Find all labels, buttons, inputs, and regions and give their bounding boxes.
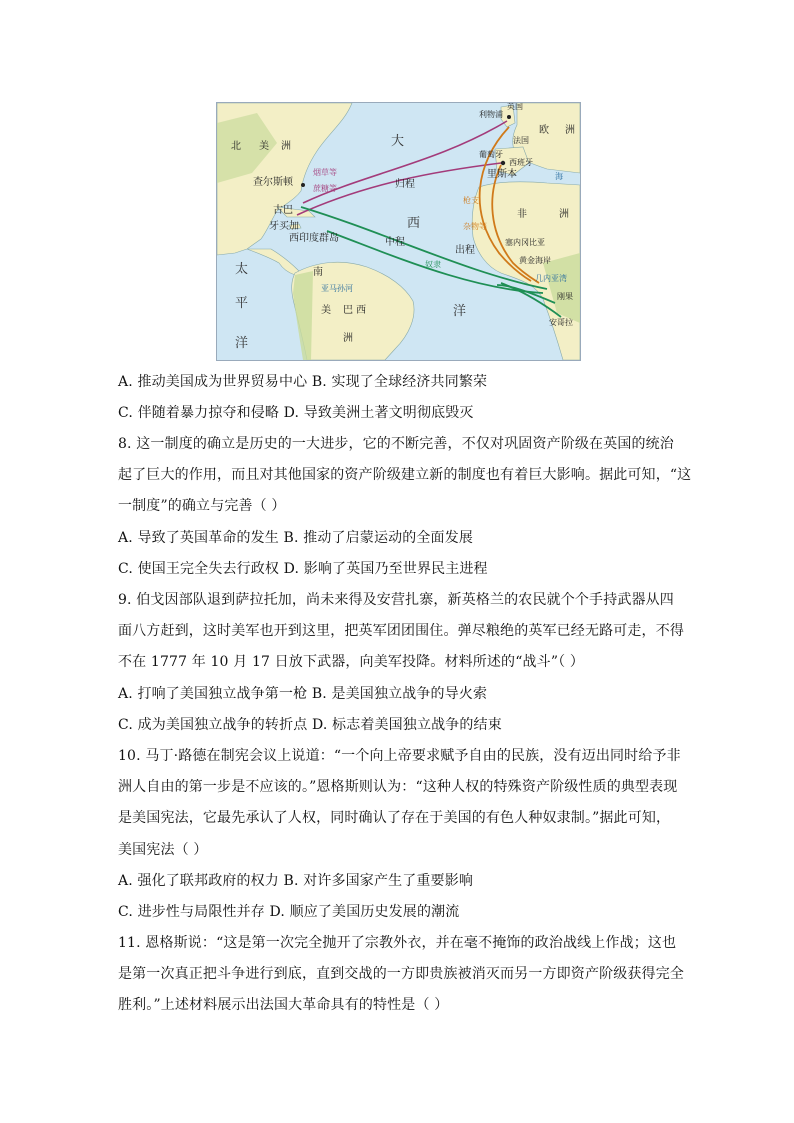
label-congo: 刚果 <box>557 292 573 301</box>
label-mei: 美 <box>321 305 331 316</box>
lisbon-dot <box>501 161 505 165</box>
label-britain: 英国 <box>507 103 523 111</box>
q10-stem-line-4: 美国宪法（ ） <box>118 842 208 858</box>
label-angola: 安哥拉 <box>549 318 573 327</box>
triangular-trade-map <box>216 102 581 361</box>
label-goods: 杂物等 <box>463 222 487 231</box>
q11-stem-line-2: 是第一次真正把斗争进行到底，直到交战的一方即贵族被消灭而另一方即资产阶级获得完全 <box>118 966 684 982</box>
label-pacific-1: 太 <box>235 262 249 277</box>
label-portugal: 葡萄牙 <box>479 150 503 159</box>
label-guns: 枪支 <box>463 196 479 205</box>
label-west-indies: 西印度群岛 <box>289 233 339 244</box>
q10-stem-line-1: 10. 马丁·路德在制宪会议上说道：“一个向上帝要求赋予自由的民族，没有迈出同时给予非 <box>118 748 681 764</box>
q8-options-line-2: C. 使国王完全失去行政权 D. 影响了英国乃至世界民主进程 <box>118 561 488 577</box>
label-return-trip: 归程 <box>395 179 415 190</box>
q9-options-line-2: C. 成为美国独立战争的转折点 D. 标志着美国独立战争的结束 <box>118 717 502 733</box>
q9-options-line-1: A. 打响了美国独立战争第一枪 B. 是美国独立战争的导火索 <box>118 686 488 702</box>
label-charleston: 查尔斯顿 <box>253 177 293 188</box>
label-lisbon: 里斯本 <box>487 169 517 180</box>
label-france: 法国 <box>513 136 529 145</box>
label-tobacco: 烟草等 <box>313 168 337 177</box>
q7-options-line-2: C. 伴随着暴力掠夺和侵略 D. 导致美洲土著文明彻底毁灭 <box>118 405 474 421</box>
q10-stem-line-3: 是美国宪法，它最先承认了人权，同时确认了存在于美国的有色人种奴隶制。”据此可知， <box>118 810 671 826</box>
label-atlantic-2: 西 <box>407 216 421 231</box>
q8-stem-line-1: 8. 这一制度的确立是历史的一大进步，它的不断完善，不仅对巩固资产阶级在英国的统治 <box>118 436 674 452</box>
q10-options-line-1: A. 强化了联邦政府的权力 B. 对许多国家产生了重要影响 <box>118 873 473 889</box>
label-senegambia: 塞内冈比亚 <box>505 238 545 247</box>
label-atlantic-3: 洋 <box>453 304 467 319</box>
label-europe-1: 欧 <box>539 125 549 136</box>
q9-stem-line-2: 面八方赶到，这时美军也开到这里，把英军团团围住。弹尽粮绝的英军已经无路可走，不得 <box>118 623 684 639</box>
label-north-america-2: 美 <box>259 141 269 152</box>
q9-stem-line-3: 不在 1777 年 10 月 17 日放下武器，向美军投降。材料所述的“战斗”（ ） <box>118 654 585 670</box>
label-gold-coast: 黄金海岸 <box>519 256 551 265</box>
label-north-america-3: 洲 <box>281 141 291 152</box>
label-guinea: 几内亚湾 <box>535 274 567 283</box>
q10-options-line-2: C. 进步性与局限性并存 D. 顺应了美国历史发展的潮流 <box>118 904 460 920</box>
q10-stem-line-2: 洲人自由的第一步是不应该的。”恩格斯则认为：“这种人权的特殊资产阶级性质的典型表现 <box>118 779 678 795</box>
q11-stem-line-3: 胜利。”上述材料展示出法国大革命具有的特性是（ ） <box>118 997 449 1013</box>
q8-options-line-1: A. 导致了英国革命的发生 B. 推动了启蒙运动的全面发展 <box>118 530 473 546</box>
label-europe-2: 洲 <box>565 125 575 136</box>
label-south-america-1: 南 <box>313 267 323 278</box>
charleston-dot <box>301 183 305 187</box>
label-atlantic-1: 大 <box>391 134 405 149</box>
q11-stem-line-1: 11. 恩格斯说：“这是第一次完全抛开了宗教外衣，并在毫不掩饰的政治战线上作战；这也 <box>118 935 677 951</box>
label-pacific-2: 平 <box>235 296 249 311</box>
liverpool-dot <box>507 115 511 119</box>
label-slaves: 奴隶 <box>425 260 441 269</box>
label-sea: 海 <box>555 172 563 181</box>
label-outward-trip: 出程 <box>455 245 475 256</box>
map-svg <box>217 103 580 360</box>
central-america-land <box>247 249 299 275</box>
label-sugar: 蔗糖等 <box>313 184 337 193</box>
label-africa-2: 洲 <box>559 209 569 220</box>
label-middle-passage: 中程 <box>385 237 405 248</box>
label-africa-1: 非 <box>517 209 527 220</box>
south-america-highland <box>293 271 313 360</box>
q9-stem-line-1: 9. 伯戈因部队退到萨拉托加，尚未来得及安营扎寨，新英格兰的农民就个个手持武器从四 <box>118 592 674 608</box>
label-north-america-1: 北 <box>231 141 241 152</box>
label-jamaica: 牙买加 <box>269 221 299 232</box>
label-spain: 西班牙 <box>509 158 533 167</box>
label-cuba: 古巴 <box>273 205 293 216</box>
label-south-america-2: 洲 <box>343 333 353 344</box>
label-liverpool: 利物浦 <box>479 110 503 119</box>
label-brazil: 巴 西 <box>343 305 367 316</box>
q8-stem-line-3: 一制度”的确立与完善（ ） <box>118 498 286 514</box>
q7-options-line-1: A. 推动美国成为世界贸易中心 B. 实现了全球经济共同繁荣 <box>118 374 488 390</box>
q8-stem-line-2: 起了巨大的作用，而且对其他国家的资产阶级建立新的制度也有着巨大影响。据此可知，“这 <box>118 467 692 483</box>
label-pacific-3: 洋 <box>235 336 249 351</box>
label-amazon: 亚马孙河 <box>321 284 353 293</box>
